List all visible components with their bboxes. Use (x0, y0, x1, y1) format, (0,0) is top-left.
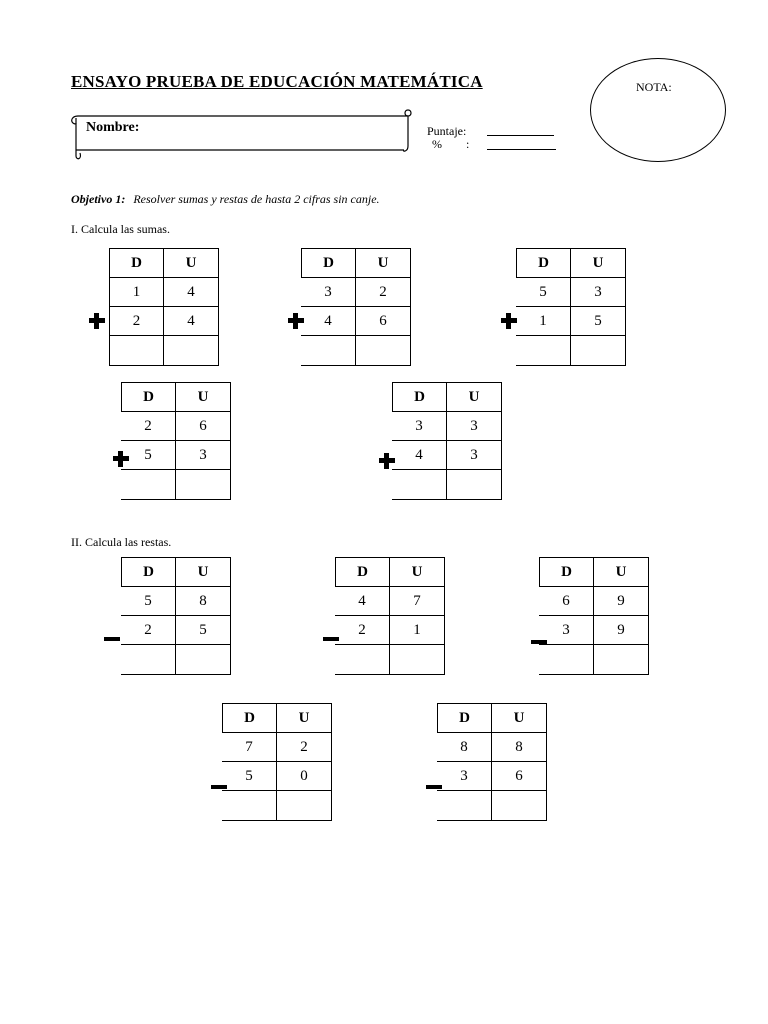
sum-table-3 (516, 248, 626, 366)
header-tens-cell: D (539, 557, 594, 586)
first-number-units-cell: 2 (277, 732, 332, 761)
second-number-tens-cell: 4 (301, 306, 356, 335)
answer-units-cell[interactable] (176, 644, 231, 675)
sum-table-1 (109, 248, 219, 366)
first-number-units-cell: 7 (390, 586, 445, 615)
second-number-units-cell: 6 (492, 761, 547, 790)
sum-table-5 (392, 382, 502, 500)
first-number-units-cell: 2 (356, 277, 411, 306)
first-number-units-cell: 3 (447, 411, 502, 440)
header-units-cell: U (492, 703, 547, 732)
sum-table-4 (121, 382, 231, 500)
first-number-tens-cell: 8 (437, 732, 492, 761)
grade-oval (590, 58, 726, 162)
first-number-units-cell: 6 (176, 411, 231, 440)
answer-units-cell[interactable] (390, 644, 445, 675)
second-number-tens-cell: 1 (516, 306, 571, 335)
answer-tens-cell[interactable] (222, 790, 277, 821)
subtraction-table-1 (121, 557, 231, 675)
answer-tens-cell[interactable] (516, 335, 571, 366)
second-number-units-cell: 5 (571, 306, 626, 335)
header-tens-cell: D (392, 382, 447, 411)
second-number-tens-cell: 3 (437, 761, 492, 790)
subtraction-table-5 (437, 703, 547, 821)
minus-sign-1 (103, 630, 121, 648)
second-number-units-cell: 0 (277, 761, 332, 790)
subtraction-table-2 (335, 557, 445, 675)
second-number-units-cell: 1 (390, 615, 445, 644)
second-number-tens-cell: 5 (222, 761, 277, 790)
first-number-tens-cell: 5 (121, 586, 176, 615)
second-number-tens-cell: 2 (109, 306, 164, 335)
second-number-units-cell: 6 (356, 306, 411, 335)
header-tens-cell: D (121, 557, 176, 586)
sums-section-label: I. Calcula las sumas. (71, 222, 170, 236)
answer-units-cell[interactable] (594, 644, 649, 675)
header-units-cell: U (176, 382, 231, 411)
percent-colon: : (466, 137, 470, 151)
answer-tens-cell[interactable] (392, 469, 447, 500)
answer-tens-cell[interactable] (121, 469, 176, 500)
answer-tens-cell[interactable] (109, 335, 164, 366)
header-units-cell: U (164, 248, 219, 277)
header-units-cell: U (571, 248, 626, 277)
plus-sign-5 (378, 452, 396, 470)
first-number-tens-cell: 7 (222, 732, 277, 761)
first-number-units-cell: 9 (594, 586, 649, 615)
objective (71, 192, 380, 207)
header-units-cell: U (356, 248, 411, 277)
plus-sign-1 (88, 312, 106, 330)
first-number-tens-cell: 4 (335, 586, 390, 615)
answer-units-cell[interactable] (176, 469, 231, 500)
first-number-tens-cell: 3 (392, 411, 447, 440)
header-units-cell: U (594, 557, 649, 586)
objective-label: Objetivo 1: (71, 192, 126, 206)
sum-table-2 (301, 248, 411, 366)
minus-sign-5 (425, 778, 443, 796)
plus-sign-3 (500, 312, 518, 330)
name-field-label: Nombre: (86, 120, 140, 135)
header-tens-cell: D (222, 703, 277, 732)
percent-line (487, 149, 556, 150)
minus-sign-3 (530, 633, 548, 651)
answer-units-cell[interactable] (277, 790, 332, 821)
header-units-cell: U (176, 557, 231, 586)
header-tens-cell: D (437, 703, 492, 732)
second-number-units-cell: 3 (176, 440, 231, 469)
plus-sign-2 (287, 312, 305, 330)
subtraction-table-4 (222, 703, 332, 821)
header-units-cell: U (277, 703, 332, 732)
worksheet-title: ENSAYO PRUEBA DE EDUCACIÓN MATEMÁTICA (71, 72, 483, 91)
answer-units-cell[interactable] (571, 335, 626, 366)
header-tens-cell: D (121, 382, 176, 411)
header-tens-cell: D (109, 248, 164, 277)
first-number-units-cell: 8 (492, 732, 547, 761)
header-tens-cell: D (301, 248, 356, 277)
subtractions-section-label: II. Calcula las restas. (71, 535, 172, 549)
first-number-units-cell: 8 (176, 586, 231, 615)
answer-units-cell[interactable] (164, 335, 219, 366)
answer-tens-cell[interactable] (437, 790, 492, 821)
header-units-cell: U (390, 557, 445, 586)
answer-units-cell[interactable] (492, 790, 547, 821)
objective-text: Resolver sumas y restas de hasta 2 cifras sin canje. (133, 192, 380, 206)
score-label: Puntaje: (427, 124, 467, 138)
second-number-tens-cell: 5 (121, 440, 176, 469)
first-number-units-cell: 4 (164, 277, 219, 306)
minus-sign-2 (322, 630, 340, 648)
first-number-tens-cell: 6 (539, 586, 594, 615)
second-number-tens-cell: 2 (335, 615, 390, 644)
first-number-tens-cell: 2 (121, 411, 176, 440)
answer-units-cell[interactable] (356, 335, 411, 366)
answer-tens-cell[interactable] (335, 644, 390, 675)
second-number-units-cell: 5 (176, 615, 231, 644)
header-tens-cell: D (335, 557, 390, 586)
second-number-units-cell: 3 (447, 440, 502, 469)
header-tens-cell: D (516, 248, 571, 277)
second-number-tens-cell: 4 (392, 440, 447, 469)
second-number-units-cell: 9 (594, 615, 649, 644)
grade-label: NOTA: (636, 80, 672, 94)
first-number-tens-cell: 1 (109, 277, 164, 306)
second-number-tens-cell: 3 (539, 615, 594, 644)
percent-label: % (432, 137, 443, 151)
answer-tens-cell[interactable] (121, 644, 176, 675)
answer-units-cell[interactable] (447, 469, 502, 500)
plus-sign-4 (112, 450, 130, 468)
subtraction-table-3 (539, 557, 649, 675)
first-number-units-cell: 3 (571, 277, 626, 306)
first-number-tens-cell: 5 (516, 277, 571, 306)
header-units-cell: U (447, 382, 502, 411)
first-number-tens-cell: 3 (301, 277, 356, 306)
second-number-tens-cell: 2 (121, 615, 176, 644)
minus-sign-4 (210, 778, 228, 796)
score-line (487, 135, 554, 136)
answer-tens-cell[interactable] (301, 335, 356, 366)
second-number-units-cell: 4 (164, 306, 219, 335)
